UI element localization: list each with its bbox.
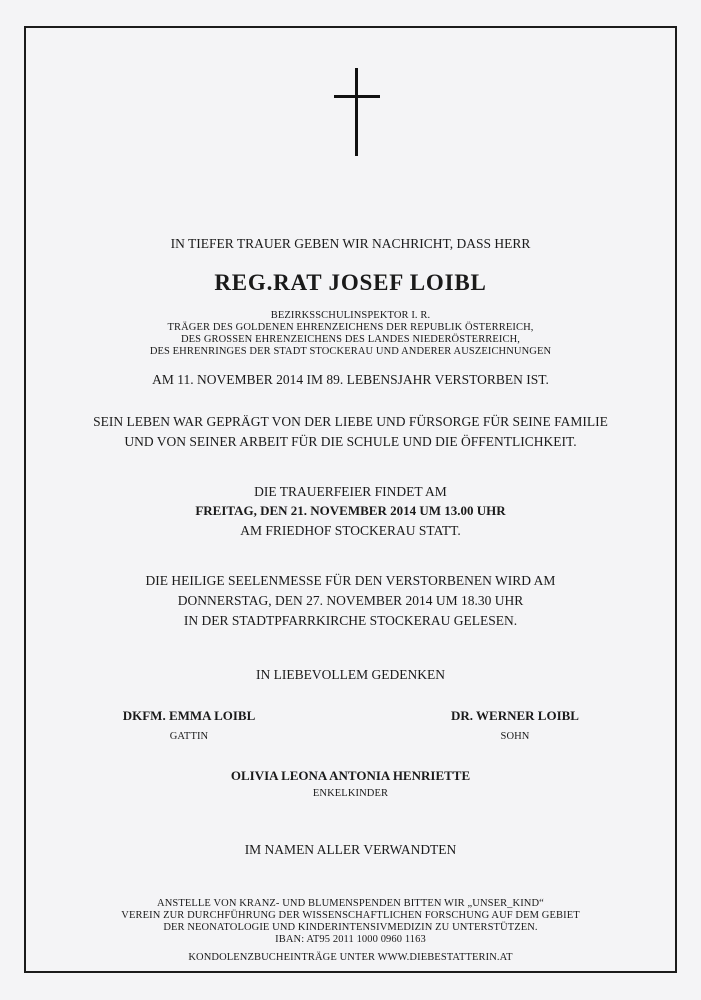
death-text: AM 11. NOVEMBER 2014 IM 89. LEBENSJAHR VERSTORBEN IST. (152, 372, 549, 387)
title-line: DES GROSSEN EHRENZEICHENS DES LANDES NIEDERÖSTERREICH, (180, 334, 521, 345)
relatives-text: IM NAMEN ALLER VERWANDTEN (244, 842, 457, 857)
cross-icon (334, 68, 380, 156)
mass-text: IN DER STADTPFARRKIRCHE STOCKERAU GELESEN. (183, 613, 518, 628)
deceased-name: REG.RAT JOSEF LOIBL (214, 270, 487, 295)
title-line: TRÄGER DES GOLDENEN EHRENZEICHENS DER REPUBLIK ÖSTERREICH, (167, 322, 534, 333)
mourner-name: DR. WERNER LOIBL (451, 708, 579, 723)
memory-text: IN LIEBEVOLLEM GEDENKEN (256, 667, 445, 682)
funeral-place: AM FRIEDHOF STOCKERAU STATT. (240, 523, 461, 538)
mourner-right (430, 707, 600, 742)
donation-text: ANSTELLE VON KRANZ- UND BLUMENSPENDEN BITTEN WIR „UNSER_KIND“ (157, 898, 544, 909)
mourner-role: SOHN (500, 731, 530, 742)
mourner-role: GATTIN (169, 731, 209, 742)
title-line: BEZIRKSSCHULINSPEKTOR I. R. (270, 310, 431, 321)
life-text: UND VON SEINER ARBEIT FÜR DIE SCHULE UND DIE ÖFFENTLICHKEIT. (124, 434, 577, 449)
mass-text: DIE HEILIGE SEELENMESSE FÜR DEN VERSTORBENEN WIRD AM (145, 573, 556, 588)
funeral-date: FREITAG, DEN 21. NOVEMBER 2014 UM 13.00 UHR (195, 503, 506, 518)
grandchildren-names: OLIVIA LEONA ANTONIA HENRIETTE (230, 768, 471, 783)
life-text: SEIN LEBEN WAR GEPRÄGT VON DER LIEBE UND FÜRSORGE FÜR SEINE FAMILIE (93, 414, 608, 429)
donation-iban: IBAN: AT95 2011 1000 0960 1163 (275, 934, 426, 945)
donation-text: DER NEONATOLOGIE UND KINDERINTENSIVMEDIZIN ZU UNTERSTÜTZEN. (163, 922, 538, 933)
funeral-intro: DIE TRAUERFEIER FINDET AM (254, 484, 447, 499)
mourner-name: DKFM. EMMA LOIBL (122, 708, 256, 723)
mass-text: DONNERSTAG, DEN 27. NOVEMBER 2014 UM 18.30 UHR (177, 593, 524, 608)
title-line: DES EHRENRINGES DER STADT STOCKERAU UND ANDERER AUSZEICHNUNGEN (149, 346, 552, 357)
donation-text: VEREIN ZUR DURCHFÜHRUNG DER WISSENSCHAFTLICHEN FORSCHUNG AUF DEM GEBIET (121, 910, 580, 921)
intro-text: IN TIEFER TRAUER GEBEN WIR NACHRICHT, DASS HERR (170, 236, 531, 251)
condolence-link: KONDOLENZBUCHEINTRÄGE UNTER WWW.DIEBESTATTERIN.AT (188, 952, 513, 963)
mourner-left (104, 707, 274, 742)
grandchildren-role: ENKELKINDER (312, 788, 389, 799)
